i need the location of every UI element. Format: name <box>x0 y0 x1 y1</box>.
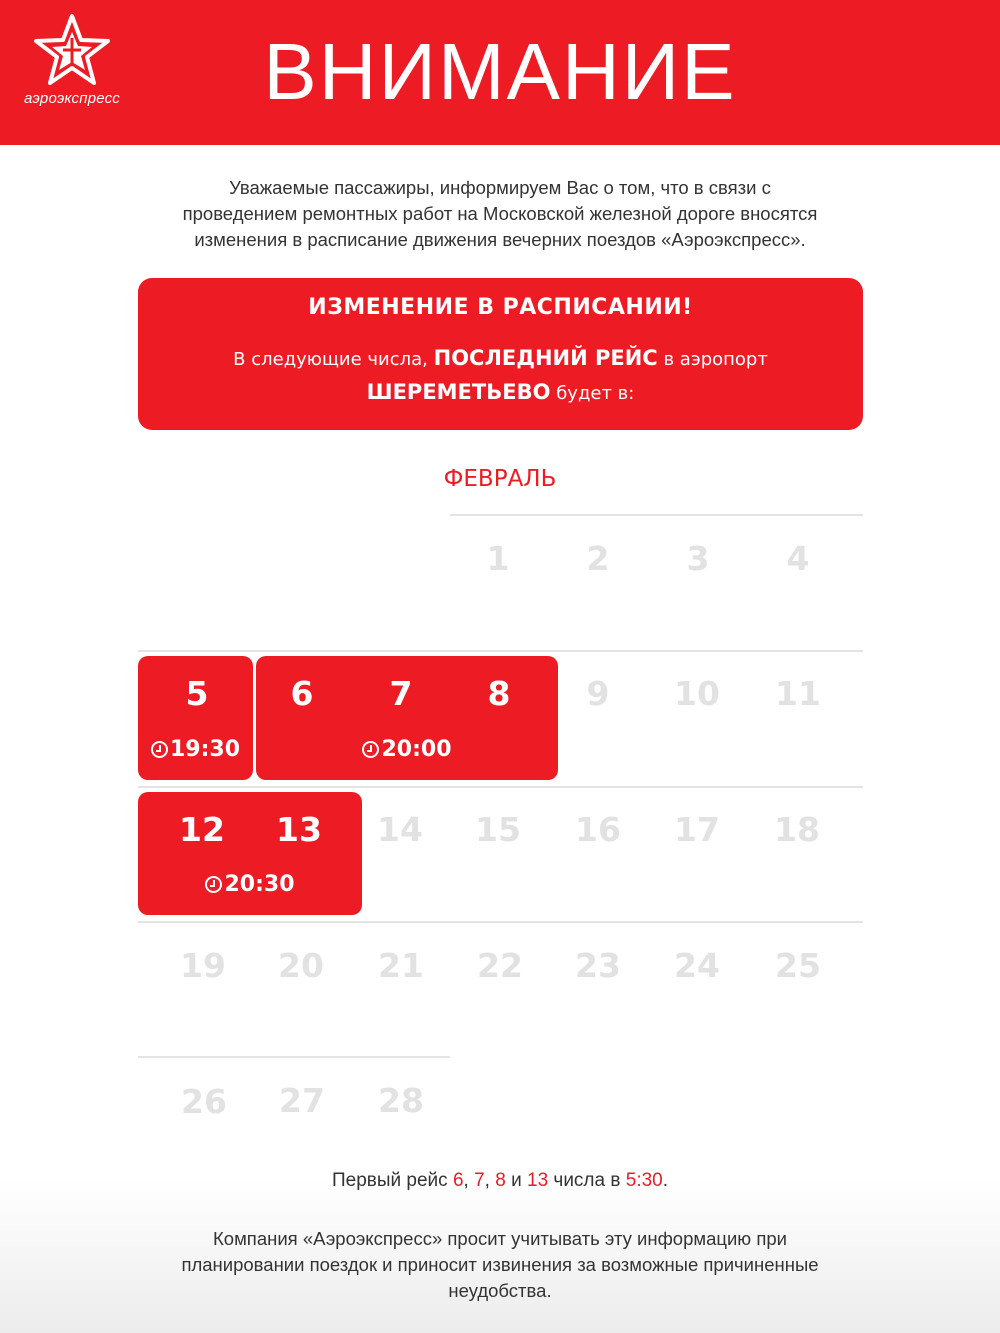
star-logo-icon <box>32 14 112 86</box>
intro-line: Уважаемые пассажиры, информируем Вас о том, что в связи с <box>229 177 771 198</box>
banner-title: ИЗМЕНЕНИЕ В РАСПИСАНИИ! <box>308 295 693 320</box>
time-value: 19:30 <box>169 737 241 762</box>
calendar-day: 17 <box>674 810 720 849</box>
calendar-day: 4 <box>786 539 810 578</box>
clock-icon <box>362 741 379 758</box>
calendar-day: 24 <box>674 946 720 985</box>
logo-text: аэроэкспресс <box>23 90 121 107</box>
calendar-day: 1 <box>486 539 510 578</box>
calendar-day: 16 <box>575 810 621 849</box>
calendar-day: 15 <box>475 810 521 849</box>
first-trip-text: , <box>463 1170 469 1191</box>
first-trip-day: 13 <box>527 1170 549 1191</box>
clock-icon <box>151 741 168 758</box>
first-trip-text: . <box>662 1170 669 1191</box>
first-trip-day: 6 <box>452 1170 464 1191</box>
banner-emphasis: ШЕРЕМЕТЬЕВО <box>366 380 551 404</box>
calendar-day-highlighted: 7 <box>389 674 413 713</box>
first-trip-text: и <box>511 1170 522 1191</box>
calendar-day-highlighted: 8 <box>487 674 511 713</box>
calendar-day: 21 <box>378 946 424 985</box>
header-bar <box>0 0 1000 145</box>
footer-line: планировании поездок и приносит извинения за возможные причиненные <box>181 1254 819 1275</box>
calendar-day-highlighted: 13 <box>276 810 322 849</box>
intro-line: проведением ремонтных работ на Московской железной дороге вносятся <box>182 203 818 224</box>
calendar-day: 11 <box>775 674 821 713</box>
last-trip-time <box>256 736 558 764</box>
clock-icon <box>205 876 222 893</box>
first-trip-day: 7 <box>474 1170 485 1191</box>
calendar-day: 14 <box>377 810 423 849</box>
banner-emphasis: ПОСЛЕДНИЙ РЕЙС <box>433 346 658 370</box>
calendar-day-highlighted: 5 <box>185 674 209 713</box>
calendar-day: 20 <box>278 946 324 985</box>
calendar-divider <box>138 1056 450 1058</box>
calendar-day: 3 <box>686 539 710 578</box>
intro-line: изменения в расписание движения вечерних поездов «Аэроэкспресс». <box>194 229 806 250</box>
calendar-day: 10 <box>674 674 720 713</box>
calendar-divider <box>450 514 863 516</box>
last-trip-time <box>138 871 362 899</box>
calendar-day-highlighted: 6 <box>290 674 314 713</box>
calendar-day: 9 <box>586 674 610 713</box>
intro-text <box>110 175 890 253</box>
calendar-day: 23 <box>575 946 621 985</box>
time-value: 20:30 <box>224 872 295 897</box>
last-trip-time <box>138 736 253 764</box>
calendar-day-highlighted: 12 <box>179 810 225 849</box>
page-title: ВНИМАНИЕ <box>263 27 737 116</box>
calendar-day: 25 <box>775 946 821 985</box>
footer-line: неудобства. <box>448 1280 552 1301</box>
first-trip-day: 8 <box>495 1170 506 1191</box>
calendar-day: 26 <box>181 1082 227 1121</box>
footer-text <box>120 1226 880 1304</box>
banner-text: В следующие числа, <box>233 349 428 370</box>
calendar-day: 2 <box>586 539 610 578</box>
calendar-day: 19 <box>180 946 226 985</box>
aeroexpress-logo <box>8 14 136 114</box>
calendar-day: 22 <box>477 946 523 985</box>
banner-body <box>208 342 793 410</box>
calendar-day: 27 <box>279 1081 325 1120</box>
calendar-divider <box>138 786 863 788</box>
banner-text: будет в: <box>556 383 635 404</box>
calendar-divider <box>138 650 863 652</box>
first-trip-text: числа в <box>553 1170 621 1191</box>
schedule-change-banner <box>138 278 863 430</box>
calendar-day: 28 <box>378 1081 424 1120</box>
month-label: ФЕВРАЛЬ <box>443 466 557 492</box>
footer-line: Компания «Аэроэкспресс» просит учитывать эту информацию при <box>213 1228 787 1249</box>
first-trip-text: Первый рейс <box>331 1170 448 1191</box>
first-trip-time: 5:30 <box>625 1170 663 1191</box>
calendar-day: 18 <box>774 810 820 849</box>
first-trip-text: , <box>484 1170 490 1191</box>
banner-text: в аэропорт <box>663 349 768 370</box>
time-value: 20:00 <box>381 737 452 762</box>
calendar-divider <box>138 921 863 923</box>
first-trip-note <box>200 1170 800 1192</box>
